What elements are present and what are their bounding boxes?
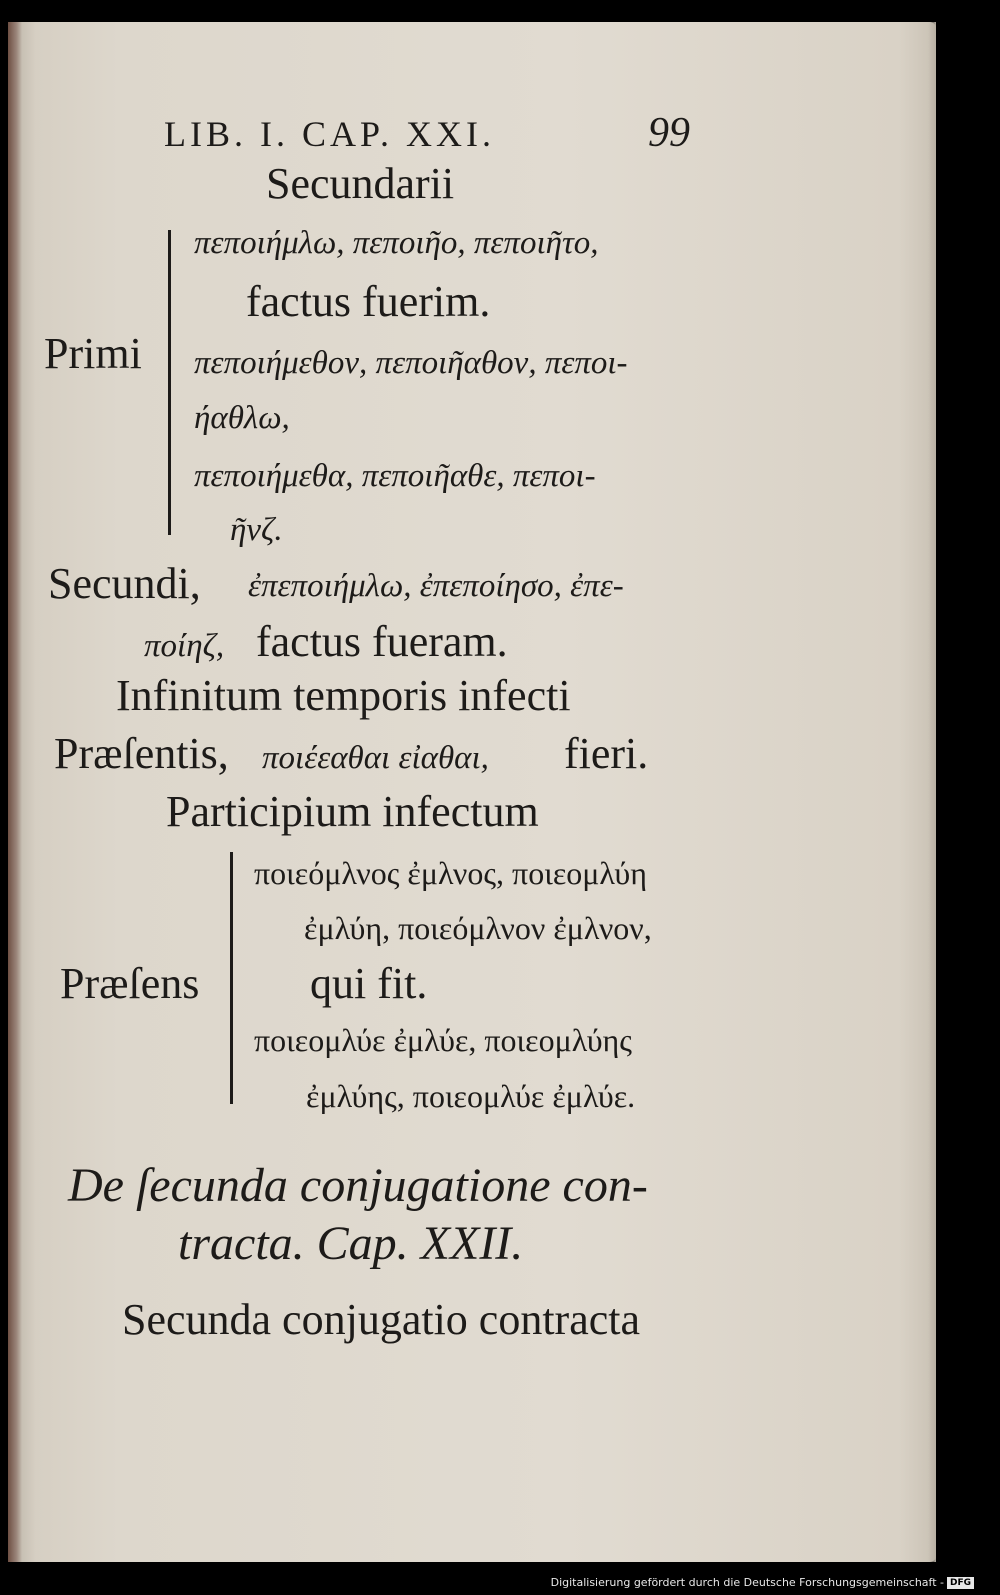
greek-line-5: ῆνζ. — [230, 512, 283, 548]
greek-line-1: πεποιήμλω, πεποιῆο, πεποιῆτο, — [194, 225, 599, 261]
brace-primi — [168, 230, 171, 535]
heading-participium: Participium infectum — [166, 787, 539, 836]
label-praesentis: Præſentis, — [54, 729, 229, 778]
participle-line-5: ἐμλύης, ποιεομλύε ἐμλύε. — [306, 1078, 636, 1114]
brace-praesens — [230, 852, 233, 1104]
greek-line-3: ήαθλω, — [194, 400, 290, 436]
credit-text: Digitalisierung gefördert durch die Deutsche Forschungsgemeinschaft - — [550, 1576, 944, 1589]
heading-infinitum: Infinitum temporis infecti — [116, 671, 571, 720]
chapter-title-line-1: De ſecunda conjugatione con- — [68, 1159, 648, 1212]
label-praesens: Præſens — [60, 959, 200, 1008]
running-head: LIB. I. CAP. XXI. — [164, 114, 496, 154]
last-line: Secunda conjugatio contracta — [122, 1295, 641, 1344]
label-secundi: Secundi, — [48, 559, 201, 608]
latin-line-factus-fuerim: factus fuerim. — [246, 277, 491, 326]
greek-line-4: πεποιήμεθα, πεποιῆαθε, πεποι- — [194, 458, 596, 494]
chapter-title-line-2: tracta. Cap. XXII. — [178, 1217, 524, 1270]
secundi-latin-2: factus fueram. — [256, 617, 508, 666]
latin-qui-fit: qui fit. — [310, 959, 428, 1008]
dfg-logo: DFG — [947, 1577, 974, 1589]
page-number: 99 — [648, 110, 690, 156]
secundi-greek-2: ποίηζ, — [144, 628, 225, 664]
latin-fieri: fieri. — [564, 729, 649, 778]
label-primi: Primi — [44, 329, 142, 378]
participle-line-2: ἐμλύη, ποιεόμλνον ἐμλνον, — [304, 910, 652, 946]
digitization-credit — [551, 1576, 974, 1589]
participle-line-1: ποιεόμλνος ἐμλνος, ποιεομλύη — [254, 855, 647, 891]
page-edge — [928, 22, 936, 1562]
praesentis-greek: ποιέεαθαι εἰαθαι, — [262, 740, 489, 776]
secundi-greek-1: ἐπεποιήμλω, ἐπεποίησο, ἐπε- — [248, 568, 624, 604]
book-page — [8, 22, 936, 1562]
participle-line-4: ποιεομλύε ἐμλύε, ποιεομλύης — [254, 1022, 632, 1058]
heading-secundarii: Secundarii — [266, 159, 455, 208]
greek-line-2: πεποιήμεθον, πεποιῆαθον, πεποι- — [194, 345, 628, 381]
page-spine-shadow — [8, 22, 22, 1562]
